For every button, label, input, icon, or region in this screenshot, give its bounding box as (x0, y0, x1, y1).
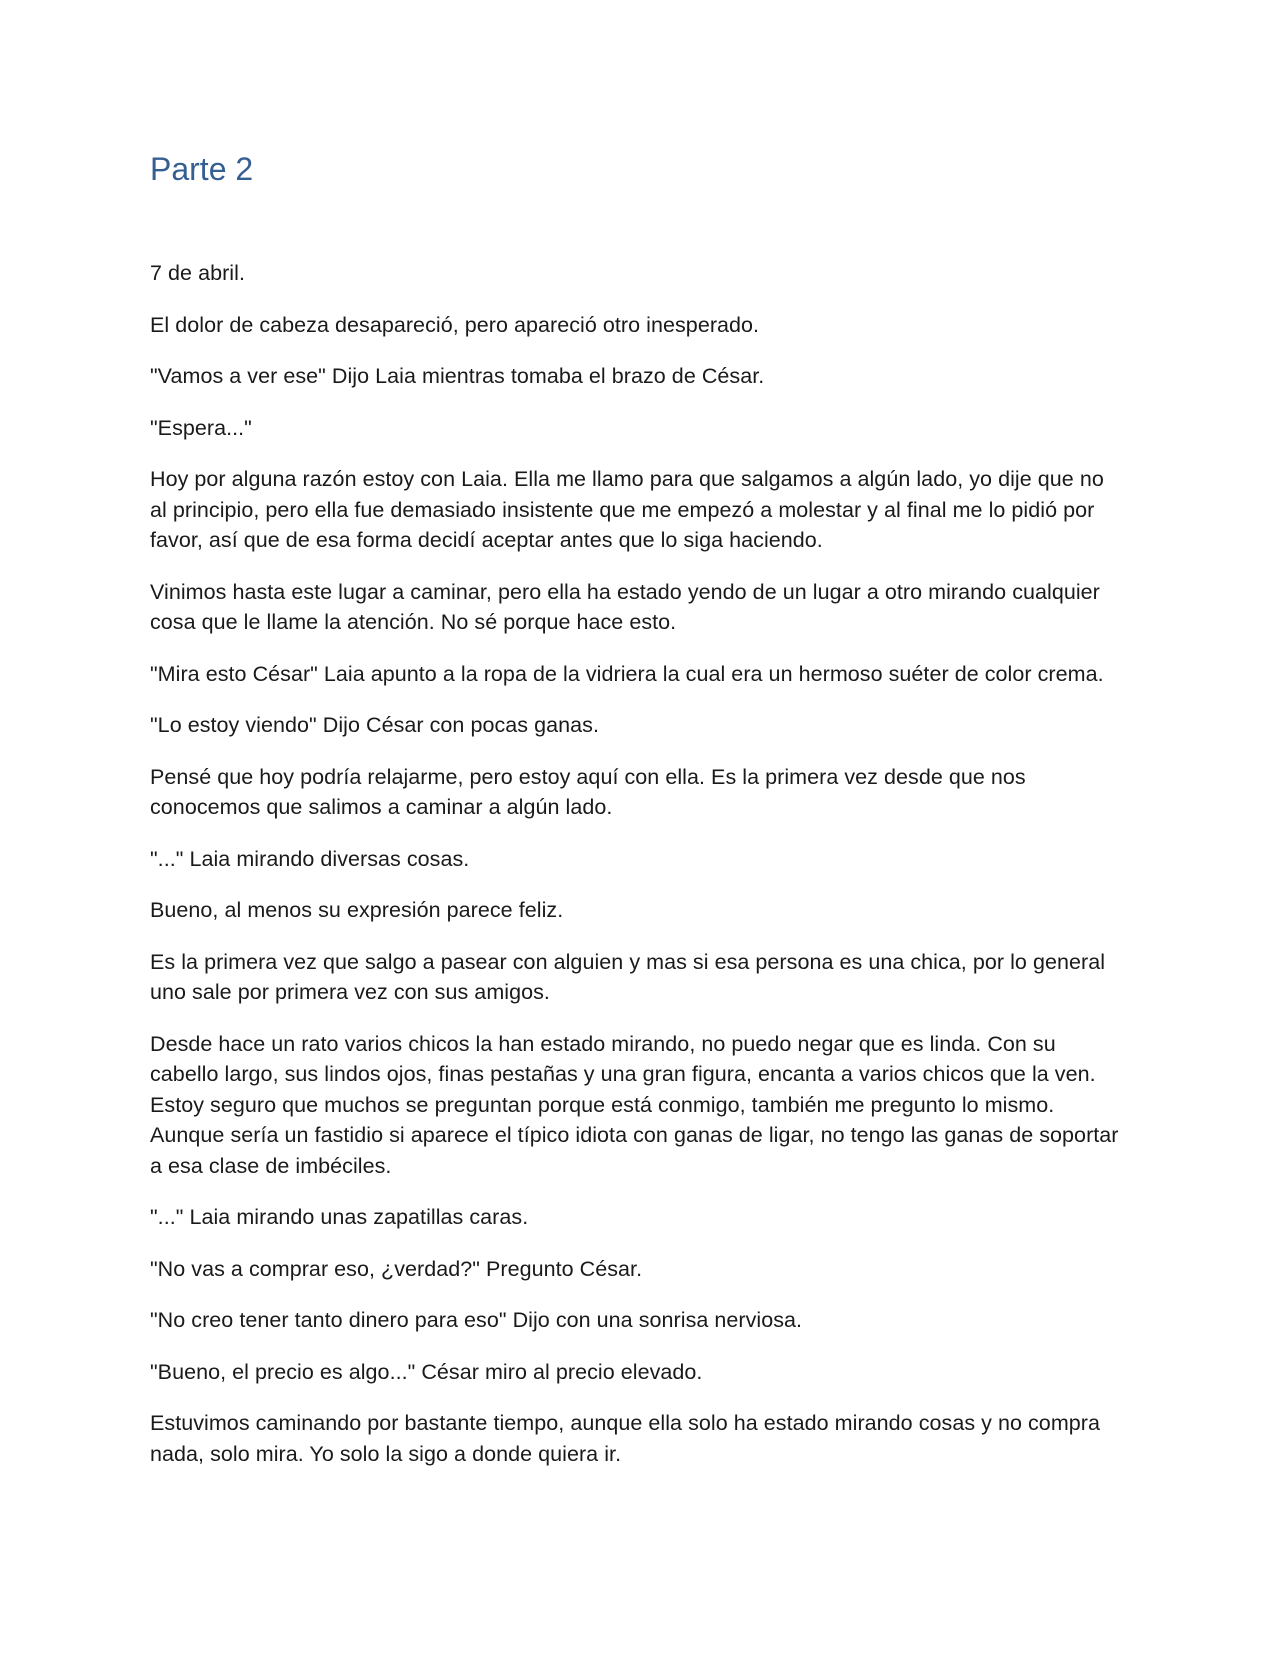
paragraph: Es la primera vez que salgo a pasear con alguien y mas si esa persona es una chica, por lo general uno sale por primera vez con sus amigos. (150, 949, 1106, 1005)
paragraph: "Lo estoy viendo" Dijo César con pocas ganas. (150, 713, 599, 738)
paragraph: Hoy por alguna razón estoy con Laia. Ella me llamo para que salgamos a algún lado, yo dije que no al principio, pero ella fue demasiado insistente que me empezó a molestar y al final me lo pidió por favor, así que de esa forma decidí aceptar antes que lo siga haciendo. (150, 467, 1104, 553)
paragraph: "Vamos a ver ese" Dijo Laia mientras tomaba el brazo de César. (150, 364, 765, 389)
section-title: Parte 2 (150, 151, 254, 187)
paragraph: El dolor de cabeza desapareció, pero apareció otro inesperado. (150, 312, 760, 337)
paragraph: Bueno, al menos su expresión parece feliz. (150, 898, 564, 923)
document-page (150, 140, 1120, 1490)
paragraph: "Bueno, el precio es algo..." César miro al precio elevado. (150, 1359, 703, 1384)
paragraph: Estuvimos caminando por bastante tiempo, aunque ella solo ha estado mirando cosas y no compra nada, solo mira. Yo solo la sigo a donde quiera ir. (150, 1411, 1100, 1466)
paragraph: "No creo tener tanto dinero para eso" Dijo con una sonrisa nerviosa. (150, 1308, 803, 1333)
paragraph: "..." Laia mirando unas zapatillas caras. (150, 1205, 529, 1230)
paragraph: "Espera..." (150, 415, 252, 440)
paragraph: Vinimos hasta este lugar a caminar, pero ella ha estado yendo de un lugar a otro mirando cualquier cosa que le llame la atención. No sé porque hace esto. (150, 579, 1100, 635)
paragraph: "Mira esto César" Laia apunto a la ropa de la vidriera la cual era un hermoso suéter de color crema. (150, 661, 1104, 686)
paragraph: 7 de abril. (150, 261, 245, 286)
paragraph: "No vas a comprar eso, ¿verdad?" Pregunto César. (150, 1256, 643, 1281)
paragraph: Pensé que hoy podría relajarme, pero estoy aquí con ella. Es la primera vez desde que nos conocemos que salimos a caminar a algún lado. (150, 764, 1026, 820)
paragraph: "..." Laia mirando diversas cosas. (150, 846, 470, 871)
paragraph: Desde hace un rato varios chicos la han estado mirando, no puedo negar que es linda. Con su cabello largo, sus lindos ojos, finas pestañas y una gran figura, encanta a varios chicos que la ven. Estoy seguro que muchos se preguntan porque está conmigo, también me pregunto lo mismo. Aunque sería un fastidio si aparece el típico idiota con ganas de ligar, no tengo las ganas de soportar a esa clase de imbéciles. (150, 1031, 1119, 1178)
